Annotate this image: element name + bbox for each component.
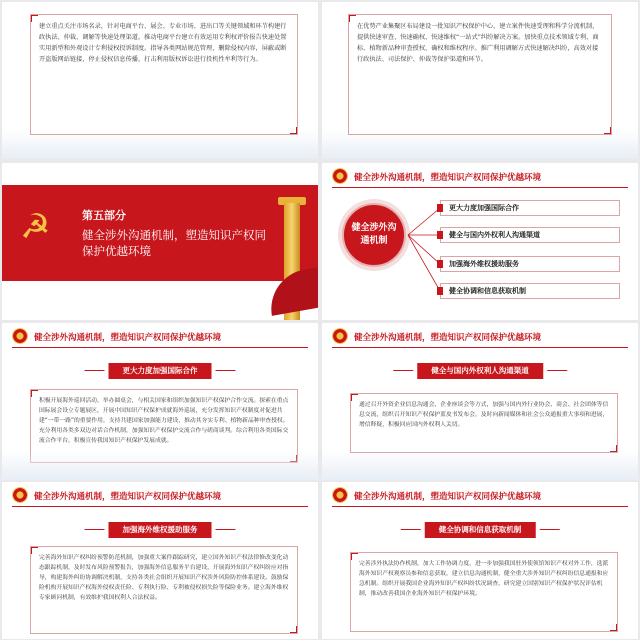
overview-item: 健全协调和信息获取机制 xyxy=(440,283,620,299)
section-banner xyxy=(2,185,318,281)
header-divider xyxy=(332,347,628,348)
overview-item: 更大力度加强国际合作 xyxy=(440,200,620,216)
topic-tag: 健全与国内外权利人沟通渠道 xyxy=(417,363,543,379)
header-title: 健全涉外沟通机制，塑造知识产权同保护优越环境 xyxy=(34,492,222,502)
slide-header xyxy=(2,482,318,508)
corner-decoration xyxy=(350,393,358,401)
header-divider xyxy=(332,506,628,507)
overview-item: 加强海外维权援助服务 xyxy=(440,256,620,272)
corner-decoration xyxy=(610,624,618,632)
slide-header xyxy=(322,482,638,508)
slide-6 xyxy=(322,323,638,480)
body-text: 完善海外知识产权纠纷预警防范机制，加强重大案件跟踪研究，建立国外知识产权法律修改变化动态跟踪机制，及时发布风险预警报告，加强海外信息服务平台建设，开展海外知识产权纠纷应对指导，构建海外纠纷协调解决机制，支持各类社会组织开展知识产权涉外风险防控体系建设。鼓励保险机构开展知识产权海外侵权责任险、专利执行险、专利被侵权损失险等保险业务。建立海外维权专家顾问机制，有效维护我国权利人合法权益。 xyxy=(39,555,289,601)
emblem-icon xyxy=(12,328,28,344)
corner-decoration xyxy=(348,14,356,22)
header-divider xyxy=(12,347,308,348)
header-title: 健全涉外沟通机制，塑造知识产权同保护优越环境 xyxy=(354,173,542,183)
slide-3 xyxy=(2,163,318,320)
overview-item: 健全与国内外权利人沟通渠道 xyxy=(440,227,620,243)
topic-tag: 健全协调和信息获取机制 xyxy=(425,522,536,538)
slide-header xyxy=(2,323,318,349)
header-divider xyxy=(12,506,308,507)
corner-decoration xyxy=(350,552,358,560)
body-text: 在优势产业集聚区布局建设一批知识产权保护中心，建立案件快速受理和科学分流机制，提供快速审查、快速确权、快速维权“一站式”纠纷解决方案。加快重点技术领域专利、商标、植物新品种审查授权、确权和维权程序。推广利用调解方式快速解决纠纷，高效对接行政执法、司法保护、仲裁等保护渠道和环节。 xyxy=(357,23,599,63)
emblem-icon xyxy=(12,487,28,503)
body-text: 完善涉外执法协作机制，加大工作协调力度，进一步加强我国驻外使领馆知识产权对外工作，选派海外知识产权观察员参和信息获取，建立信息沟通机制，健全重大涉外知识产权纠纷信息通报和应急机制。组织开展我国企业海外知识产权纠纷状况调查，研究建立国别知识产权保护状况评估机制，推动改善我国企业海外知识产权保护环境。 xyxy=(359,561,609,597)
emblem-icon xyxy=(332,487,348,503)
corner-decoration xyxy=(604,127,612,135)
detail-card xyxy=(350,552,618,632)
slide-8 xyxy=(322,482,638,639)
text-box xyxy=(30,14,298,135)
corner-decoration xyxy=(290,626,298,634)
slide-4 xyxy=(322,163,638,320)
sky-decoration xyxy=(322,450,638,480)
body-text: 通过召开外资企业信息沟通会、企业座谈会等方式，加强与国内外行业协会、商会、社会团体等信息交流，组织召开知识产权保护蓝皮书发布会，及时向新闻媒体和社会公众通报重大事项和进展，增信释疑，积极回应国内外权利人关切。 xyxy=(359,402,609,428)
topic-tag: 加强海外维权援助服务 xyxy=(109,522,212,538)
section-part: 第五部分 xyxy=(82,209,126,222)
slide-2 xyxy=(322,2,638,159)
slide-7 xyxy=(2,482,318,639)
detail-card xyxy=(350,393,618,453)
section-title: 健全涉外沟通机制，塑造知识产权同保护优越环境 xyxy=(82,228,266,258)
body-text: 建立重点关注市场名录，针对电商平台、展会、专业市场、进出口等关键领域和环节构建行政执法、仲裁、调解等快速处理渠道。推动电商平台建立有效运用专利权评价报告快速处置实用新型和外观设计专利侵权投诉制度。指导各类网站规范管理，删除侵权内容，屏蔽或断开盗版网站链接，停止侵权信息传播，打击利用版权诉讼进行投机性牟利等行为。 xyxy=(39,23,287,63)
text-box xyxy=(348,14,612,135)
hub-circle: 健全涉外沟通机制 xyxy=(342,203,406,267)
slide-1 xyxy=(2,2,318,159)
header-title: 健全涉外沟通机制，塑造知识产权同保护优越环境 xyxy=(34,333,222,343)
emblem-icon xyxy=(332,328,348,344)
corner-decoration xyxy=(30,389,38,397)
slide-5 xyxy=(2,323,318,480)
corner-decoration xyxy=(30,14,38,22)
body-text: 积极开展海外巡回活动，举办圆桌会，与相关国家和组织加强知识产权保护合作交流。探索在重点国际展会设立专题展区，开展中国知识产权保护成就海外巡展，充分发挥知识产权制度对促进共建“一带一路”的重要作用，支持共建国家加强能力建设，推动其夯实专利、植物新品种审查授权。充分利用各类多双边对话合作机制，加强知识产权保护交流合作与磋商谈判。综合利用各类国际交流合作平台，积极宣传我国知识产权保护发展成就。 xyxy=(39,398,289,444)
header-title: 健全涉外沟通机制，塑造知识产权同保护优越环境 xyxy=(354,333,542,343)
slide-header xyxy=(322,323,638,349)
corner-decoration xyxy=(30,546,38,554)
header-title: 健全涉外沟通机制，塑造知识产权同保护优越环境 xyxy=(354,492,542,502)
topic-tag: 更大力度加强国际合作 xyxy=(109,363,212,379)
hammer-sickle-icon: ☭ xyxy=(20,207,51,247)
corner-decoration xyxy=(290,127,298,135)
detail-card xyxy=(30,546,298,634)
sky-decoration xyxy=(2,450,318,480)
